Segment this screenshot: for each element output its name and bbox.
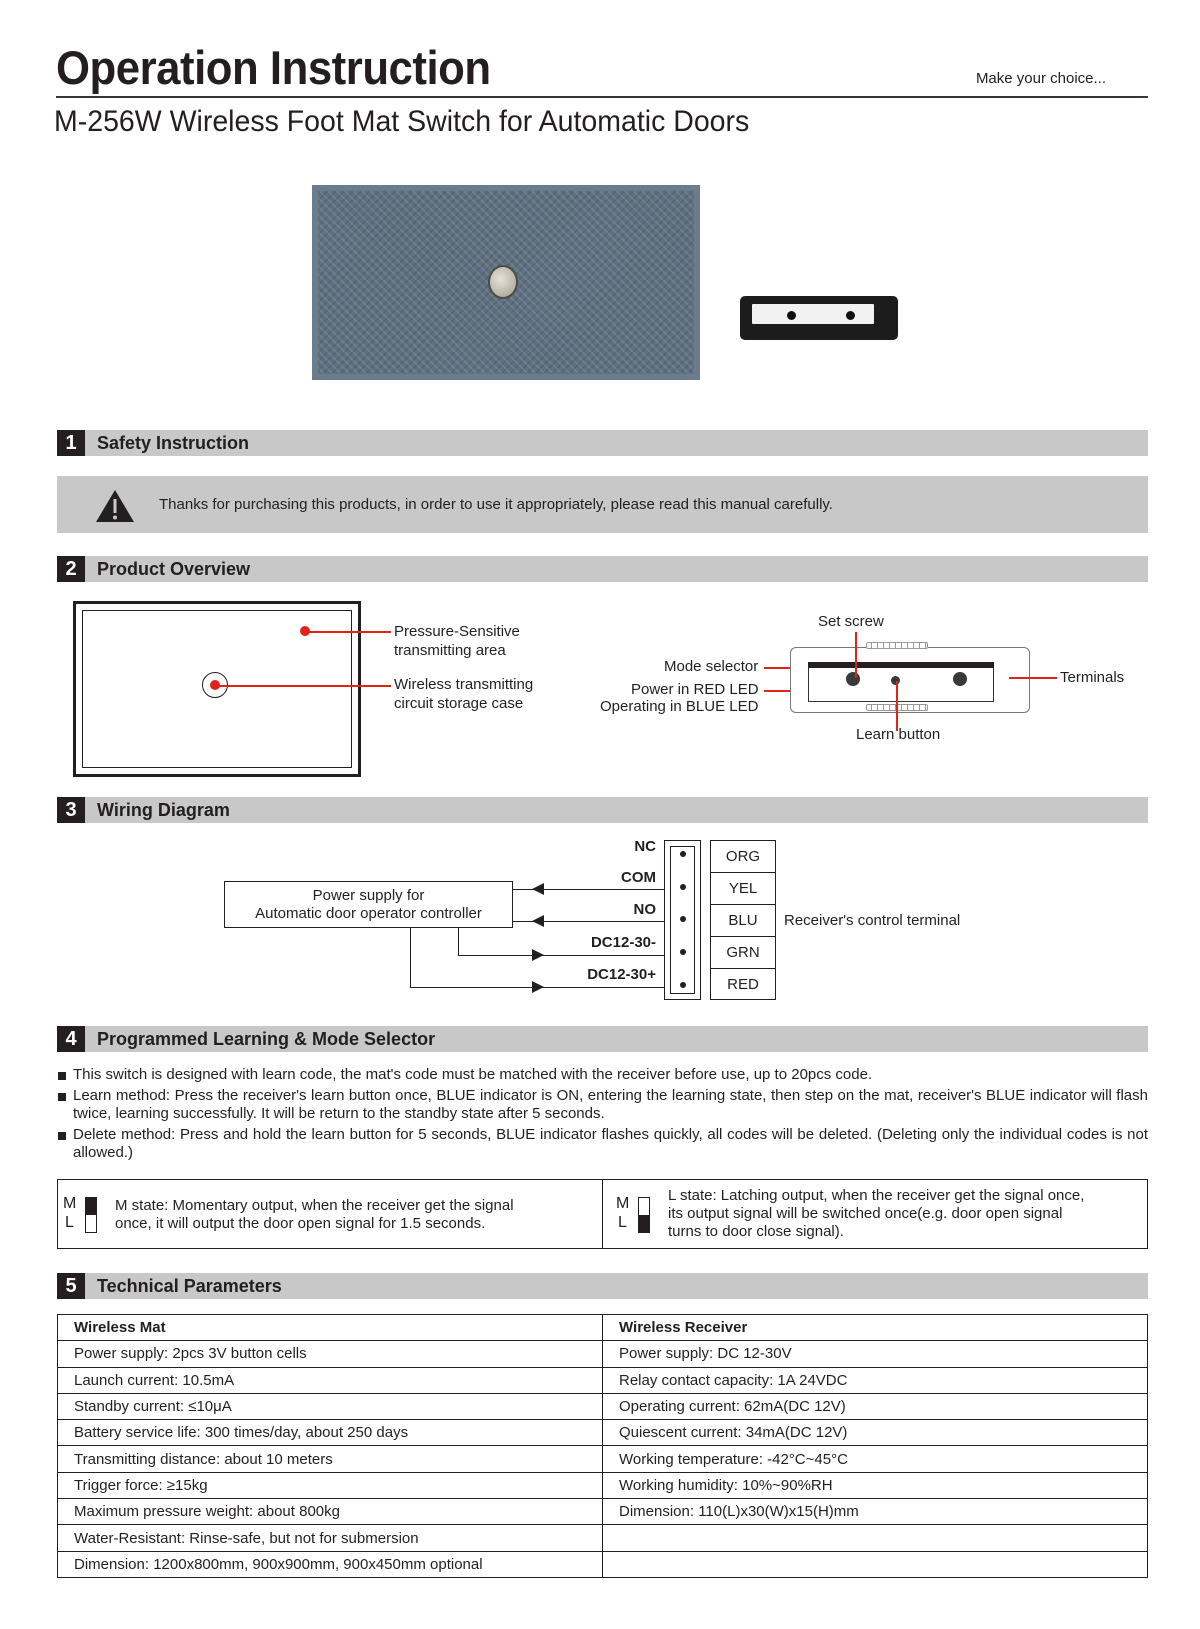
leader-line — [896, 681, 898, 731]
label-operating-led: Operating in BLUE LED — [600, 698, 759, 715]
wire-color: YEL — [711, 873, 775, 905]
section-header-wiring — [57, 797, 1148, 823]
receiver-photo-screw — [787, 311, 796, 320]
transmitter-case-photo — [488, 265, 518, 299]
product-subtitle: M-256W Wireless Foot Mat Switch for Automatic Doors — [54, 105, 750, 138]
signal-label-nc: NC — [634, 838, 656, 855]
signal-label-dc-plus: DC12-30+ — [587, 966, 656, 983]
mat-param: Trigger force: ≥15kg — [58, 1472, 603, 1498]
receiver-param: Dimension: 110(L)x30(W)x15(H)mm — [603, 1499, 1148, 1525]
section-header-tech — [57, 1273, 1148, 1299]
dip-switch-l-icon — [638, 1197, 650, 1233]
mode-m-label: M — [616, 1195, 630, 1212]
signal-label-dc-minus: DC12-30- — [590, 934, 656, 951]
leader-line — [855, 632, 857, 678]
wire-dc-plus-drop — [410, 928, 411, 988]
wire-dc-minus-drop — [458, 928, 459, 956]
leader-line — [1009, 677, 1057, 679]
terminal-pin — [680, 949, 686, 955]
table-row — [58, 1393, 1148, 1419]
label-power-led: Power in RED LED — [631, 681, 759, 698]
mat-param: Battery service life: 300 times/day, about 250 days — [58, 1420, 603, 1446]
terminal-pin — [680, 982, 686, 988]
section-header-safety — [57, 430, 1148, 456]
safety-text: Thanks for purchasing this products, in order to use it appropriately, please read this manual carefully. — [159, 496, 833, 513]
dip-switch-m-icon — [85, 1197, 97, 1233]
mode-l-description: L state: Latching output, when the receiver get the signal once, its output signal will be switched once(e.g. door open signal turns to door close signal). — [668, 1187, 1085, 1240]
bullet-item: This switch is designed with learn code, the mat's code must be matched with the receiver before use, up to 20pcs code. — [57, 1066, 1148, 1084]
set-screw — [953, 672, 967, 686]
terminal-pin — [680, 916, 686, 922]
section-title: Wiring Diagram — [97, 800, 230, 820]
table-row — [58, 1499, 1148, 1525]
wire-color: RED — [727, 976, 759, 993]
mode-m-label: M — [63, 1195, 77, 1212]
column-header-receiver: Wireless Receiver — [603, 1315, 1148, 1341]
table-header-row — [58, 1315, 1148, 1341]
receiver-param: Operating current: 62mA(DC 12V) — [603, 1393, 1148, 1419]
tech-parameters-table — [57, 1314, 1148, 1578]
signal-label-com: COM — [621, 869, 656, 886]
wire-color: GRN — [711, 937, 775, 969]
table-row — [58, 1420, 1148, 1446]
wire-color-column — [710, 840, 776, 1000]
section-title: Product Overview — [97, 559, 251, 579]
table-row — [58, 1446, 1148, 1472]
wire-dc-minus — [458, 955, 664, 956]
signal-label-no: NO — [633, 901, 656, 918]
mat-param: Water-Resistant: Rinse-safe, but not for submersion — [58, 1525, 603, 1551]
terminal-pin — [680, 851, 686, 857]
table-row — [58, 1551, 1148, 1577]
mat-param: Maximum pressure weight: about 800kg — [58, 1499, 603, 1525]
mat-param: Standby current: ≤10μA — [58, 1393, 603, 1419]
terminal-pin — [680, 884, 686, 890]
section-header-overview — [57, 556, 1148, 582]
receiver-param — [603, 1525, 1148, 1551]
section-header-learning — [57, 1026, 1148, 1052]
section-number: 5 — [57, 1273, 85, 1299]
mode-m-cell — [58, 1180, 602, 1248]
mode-selector-table — [57, 1179, 1148, 1249]
warning-triangle-icon — [95, 489, 135, 523]
column-header-mat: Wireless Mat — [58, 1315, 603, 1341]
learning-instructions — [57, 1066, 1148, 1165]
label-mode-selector: Mode selector — [664, 658, 759, 675]
label-set-screw: Set screw — [818, 613, 884, 630]
tagline: Make your choice... — [975, 70, 1106, 87]
set-screw — [846, 672, 860, 686]
receiver-param: Power supply: DC 12-30V — [603, 1341, 1148, 1367]
safety-notice — [57, 476, 1148, 533]
leader-line — [305, 631, 391, 633]
wire-color: ORG — [711, 841, 775, 873]
leader-line — [764, 690, 790, 692]
table-row — [58, 1472, 1148, 1498]
receiver-photo-screw — [846, 311, 855, 320]
label-learn-button: Learn button — [856, 726, 941, 743]
receiver-param — [603, 1551, 1148, 1577]
receiver-panel-header — [808, 662, 994, 668]
section-number: 2 — [57, 556, 85, 582]
receiver-param: Quiescent current: 34mA(DC 12V) — [603, 1420, 1148, 1446]
table-row — [58, 1525, 1148, 1551]
label-terminals: Terminals — [1060, 669, 1125, 686]
section-number: 1 — [57, 430, 85, 456]
table-row — [58, 1367, 1148, 1393]
receiver-param: Working temperature: -42°C~45°C — [603, 1446, 1148, 1472]
mat-param: Launch current: 10.5mA — [58, 1367, 603, 1393]
receiver-vent — [866, 642, 928, 649]
leader-line — [215, 685, 391, 687]
section-number: 3 — [57, 797, 85, 823]
mat-param: Power supply: 2pcs 3V button cells — [58, 1341, 603, 1367]
mode-l-label: L — [65, 1214, 74, 1231]
label-pressure-area: Pressure-Sensitive transmitting area — [394, 623, 520, 659]
mode-l-cell — [602, 1180, 1147, 1248]
section-title: Programmed Learning & Mode Selector — [97, 1029, 436, 1049]
header-divider — [56, 96, 1148, 98]
power-supply-box: Power supply for Automatic door operator controller — [224, 881, 513, 928]
receiver-param: Working humidity: 10%~90%RH — [603, 1472, 1148, 1498]
mode-l-label: L — [618, 1214, 627, 1231]
section-number: 4 — [57, 1026, 85, 1052]
leader-line — [764, 667, 790, 669]
wire-color: BLU — [711, 905, 775, 937]
mat-param: Transmitting distance: about 10 meters — [58, 1446, 603, 1472]
receiver-param: Relay contact capacity: 1A 24VDC — [603, 1367, 1148, 1393]
label-transmitter-case: Wireless transmitting circuit storage case — [394, 676, 534, 712]
page-title: Operation Instruction — [56, 41, 491, 94]
section-title: Safety Instruction — [97, 433, 250, 453]
receiver-photo-label — [752, 304, 874, 324]
bullet-item: Learn method: Press the receiver's learn button once, BLUE indicator is ON, entering the learning state, then step on the mat, receiver's BLUE indicator will flash twice, learning successfully. It will be return to the standby state after 5 seconds. — [57, 1087, 1148, 1123]
bullet-item: Delete method: Press and hold the learn button for 5 seconds, BLUE indicator flashes quickly, all codes will be deleted. (Deleting only the individual codes is not allowed.) — [57, 1126, 1148, 1162]
section-title: Technical Parameters — [97, 1276, 282, 1296]
mat-param: Dimension: 1200x800mm, 900x900mm, 900x450mm optional — [58, 1551, 603, 1577]
table-row — [58, 1341, 1148, 1367]
terminal-caption: Receiver's control terminal — [784, 912, 961, 929]
mode-m-description: M state: Momentary output, when the receiver get the signal once, it will output the door open signal for 1.5 seconds. — [115, 1197, 514, 1232]
